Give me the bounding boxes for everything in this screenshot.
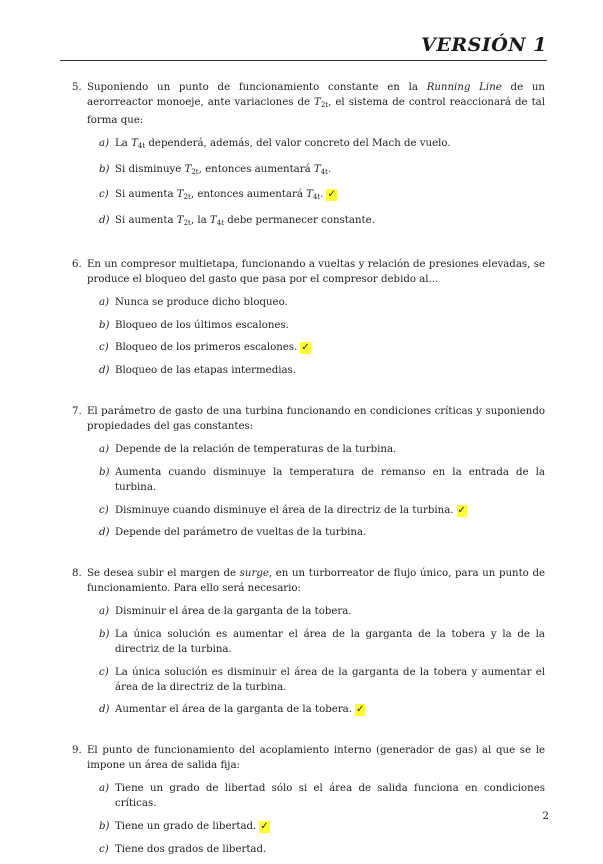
option-text: Tiene un grado de libertad sólo si el área de salida funciona en condiciones críticas. xyxy=(115,783,545,810)
option-c xyxy=(87,665,545,695)
option-list xyxy=(87,781,545,856)
option-letter: b) xyxy=(99,628,110,640)
stem-emphasis: surge xyxy=(239,568,269,580)
option-b xyxy=(87,819,545,834)
option-letter: c) xyxy=(99,342,109,354)
option-c xyxy=(87,340,545,355)
stem-text: Suponiendo un punto de funcionamiento constante en la xyxy=(87,82,427,93)
option-letter: d) xyxy=(99,704,110,716)
question-list xyxy=(72,80,545,864)
option-d xyxy=(87,213,545,231)
option-b xyxy=(87,162,545,180)
option-letter: c) xyxy=(99,666,109,678)
option-text: , la xyxy=(190,215,210,227)
option-a xyxy=(87,136,545,154)
option-text: Si disminuye xyxy=(115,163,185,175)
variable: T xyxy=(313,163,321,175)
option-text: . xyxy=(328,163,332,175)
option-letter: a) xyxy=(99,783,110,795)
option-c xyxy=(87,187,545,205)
option-letter: c) xyxy=(99,843,109,855)
option-letter: b) xyxy=(99,319,110,331)
option-list xyxy=(87,604,545,717)
option-text: Nunca se produce dicho bloqueo. xyxy=(115,297,288,309)
page-number: 2 xyxy=(542,810,549,822)
question-number: 7. xyxy=(72,406,82,418)
option-list xyxy=(87,295,545,378)
option-a xyxy=(87,295,545,310)
question-number: 8. xyxy=(72,568,82,580)
option-b xyxy=(87,627,545,657)
correct-check-icon: ✓ xyxy=(355,704,365,716)
option-text: debe permanecer constante. xyxy=(223,215,375,227)
variable: T xyxy=(184,163,192,175)
option-text: Bloqueo de los últimos escalones. xyxy=(115,319,289,331)
option-text: Tiene dos grados de libertad. xyxy=(115,843,267,855)
question-6 xyxy=(72,257,545,378)
option-d xyxy=(87,702,545,717)
option-text: Si aumenta xyxy=(115,215,177,227)
option-text: Aumentar el área de la garganta de la tobera. xyxy=(115,704,352,716)
correct-check-icon: ✓ xyxy=(301,342,310,354)
option-list xyxy=(87,442,545,540)
header-divider xyxy=(60,60,547,61)
correct-check-icon: ✓ xyxy=(457,504,466,516)
stem-text: de un aerorreactor monoeje, ante variaciones de xyxy=(87,82,545,108)
variable-subscript: 2t xyxy=(183,219,191,228)
question-stem xyxy=(87,566,545,596)
stem-emphasis: Running Line xyxy=(426,82,502,93)
question-9 xyxy=(72,743,545,856)
option-letter: d) xyxy=(99,365,110,377)
option-b xyxy=(87,465,545,495)
option-d xyxy=(87,363,545,378)
option-text: Disminuir el área de la garganta de la tobera. xyxy=(115,606,352,618)
option-text: La única solución es aumentar el área de la garganta de la tobera y la de la directriz de la turbina. xyxy=(115,628,545,655)
option-a xyxy=(87,604,545,619)
question-stem: El parámetro de gasto de una turbina funcionando en condiciones críticas y suponiendo propiedades del gas constantes: xyxy=(87,406,545,433)
question-stem: En un compresor multietapa, funcionando a vueltas y relación de presiones elevadas, se produce el bloqueo del gasto que pasa por el compresor debido al... xyxy=(87,259,545,286)
option-text: , entonces aumentará xyxy=(198,163,314,175)
question-stem: El punto de funcionamiento del acoplamiento interno (generador de gas) al que se le impone un área de salida fija: xyxy=(87,745,545,772)
option-letter: a) xyxy=(99,138,110,149)
variable-subscript: 2t xyxy=(320,101,329,109)
variable: T xyxy=(176,189,184,201)
correct-check-icon: ✓ xyxy=(260,820,269,832)
question-number: 9. xyxy=(72,745,82,757)
variable: T xyxy=(131,138,138,149)
variable-subscript: 2t xyxy=(191,167,199,176)
variable: T xyxy=(176,215,184,227)
option-letter: b) xyxy=(99,466,110,478)
question-number: 5. xyxy=(72,82,82,93)
variable: T xyxy=(314,97,321,108)
variable-subscript: 4t xyxy=(312,193,321,202)
question-stem xyxy=(87,80,545,128)
question-number: 6. xyxy=(72,259,82,271)
option-text: dependerá, además, del valor concreto del Mach de vuelo. xyxy=(145,138,451,149)
option-text: Disminuye cuando disminuye el área de la directriz de la turbina. xyxy=(115,504,454,516)
version-title: VERSIÓN 1 xyxy=(421,34,547,56)
variable-subscript: 4t xyxy=(216,219,224,228)
stem-text: , en un turborreator de flujo único, para un punto de funcionamiento. Para ello será necesario: xyxy=(87,568,545,595)
option-text: Depende del parámetro de vueltas de la turbina. xyxy=(115,527,367,539)
option-letter: b) xyxy=(99,163,110,175)
variable: T xyxy=(209,215,217,227)
question-5 xyxy=(72,80,545,231)
option-text: Aumenta cuando disminuye la temperatura de remanso en la entrada de la turbina. xyxy=(115,466,545,493)
option-text: , entonces aumentará xyxy=(190,189,307,201)
variable-subscript: 2t xyxy=(183,193,191,202)
option-text: Tiene un grado de libertad. xyxy=(115,820,257,832)
variable-subscript: 4t xyxy=(137,142,146,150)
option-b xyxy=(87,318,545,333)
option-a xyxy=(87,781,545,811)
option-c xyxy=(87,842,545,857)
option-d xyxy=(87,525,545,540)
option-letter: c) xyxy=(99,504,109,516)
option-c xyxy=(87,503,545,518)
option-list xyxy=(87,136,545,231)
option-letter: c) xyxy=(99,189,109,201)
option-letter: d) xyxy=(99,215,110,227)
option-letter: a) xyxy=(99,444,110,456)
option-text: Bloqueo de las etapas intermedias. xyxy=(115,365,297,377)
question-8 xyxy=(72,566,545,717)
option-text: Depende de la relación de temperaturas de la turbina. xyxy=(115,444,397,456)
option-letter: b) xyxy=(99,820,110,832)
option-letter: a) xyxy=(99,297,110,309)
option-text: La única solución es disminuir el área de la garganta de la tobera y aumentar el área de la directriz de la turbina. xyxy=(115,666,545,693)
variable: T xyxy=(306,189,313,201)
option-letter: a) xyxy=(99,606,110,618)
option-a xyxy=(87,442,545,457)
option-text: Si aumenta xyxy=(115,189,177,201)
option-text: La xyxy=(115,138,132,149)
correct-check-icon: ✓ xyxy=(327,189,336,201)
question-7 xyxy=(72,404,545,540)
option-letter: d) xyxy=(99,527,110,539)
variable-subscript: 4t xyxy=(320,167,328,176)
stem-text: , el sistema de control reaccionará de tal forma que: xyxy=(87,97,545,126)
stem-text: Se desea subir el margen de xyxy=(87,568,240,580)
option-text: Bloqueo de los primeros escalones. xyxy=(115,342,298,354)
option-text: . xyxy=(320,189,324,201)
